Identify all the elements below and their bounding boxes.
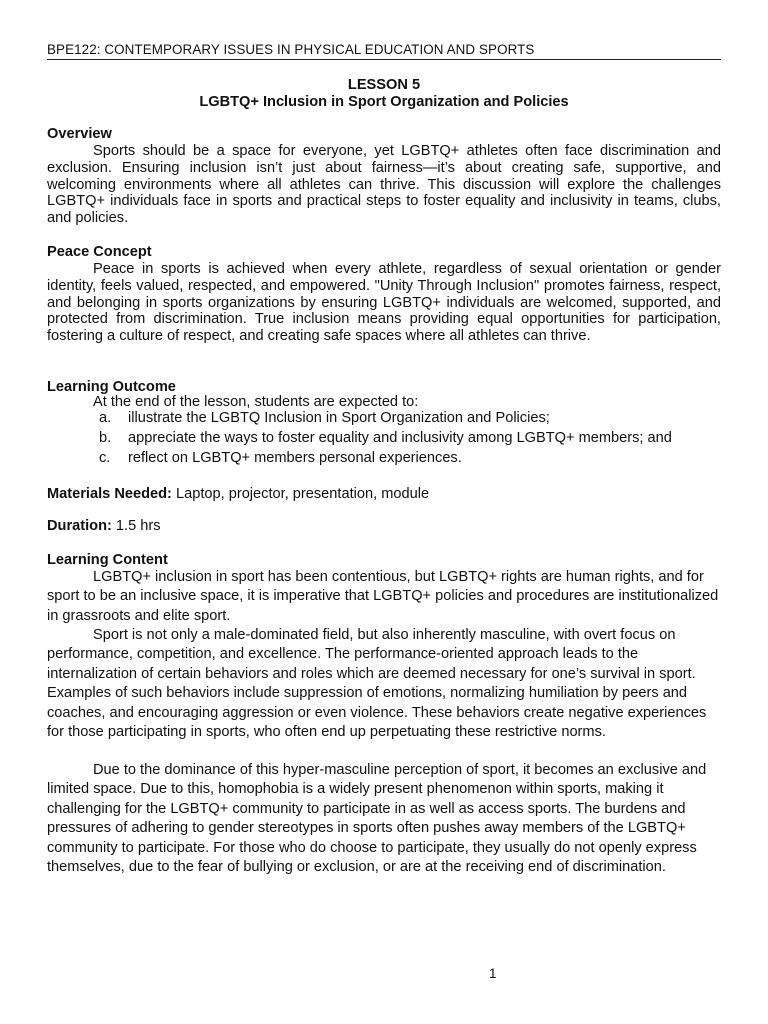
duration-label: Duration: xyxy=(47,518,112,534)
learning-content-paragraph: LGBTQ+ inclusion in sport has been contentious, but LGBTQ+ rights are human rights, and for sport to be an inclusive space, it is imperative that LGBTQ+ policies and procedures are institutionalized in grassroots and elite sport. xyxy=(47,569,719,624)
objectives-list xyxy=(47,410,721,470)
peace-concept-heading: Peace Concept xyxy=(47,244,152,260)
objective-marker: a. xyxy=(99,410,112,426)
learning-content-heading: Learning Content xyxy=(47,552,168,568)
objective-text: appreciate the ways to foster equality and inclusivity among LGBTQ+ members; and xyxy=(128,430,672,446)
objective-marker: b. xyxy=(99,430,112,446)
overview-paragraph: Sports should be a space for everyone, yet LGBTQ+ athletes often face discrimination and exclusion. Ensuring inclusion isn’t just about fairness—it’s about creating safe, supportive, and welcoming environments where all athletes can thrive. This discussion will explore the challenges LGBTQ+ individuals face in sports and practical steps to foster equality and inclusivity in teams, clubs, and policies. xyxy=(47,143,721,227)
objective-marker: c. xyxy=(99,450,111,466)
learning-content-paragraph: Due to the dominance of this hyper-masculine perception of sport, it becomes an exclusive and limited space. Due to this, homophobia is a widely present phenomenon within sports, making it challenging for the LGBTQ+ community to participate in as well as access sports. The burdens and pressures of adhering to gender stereotypes in sports often pushes away members of the LGBTQ+ community to participate. For those who do choose to participate, they usually do not openly express themselves, due to the fear of bullying or exclusion, or are at the receiving end of discrimination. xyxy=(47,762,707,876)
course-header: BPE122: CONTEMPORARY ISSUES IN PHYSICAL EDUCATION AND SPORTS xyxy=(47,42,721,60)
peace-concept-paragraph: Peace in sports is achieved when every athlete, regardless of sexual orientation or gender identity, feels valued, respected, and empowered. "Unity Through Inclusion" promotes fairness, respect, and belonging in sports organizations by ensuring LGBTQ+ individuals are welcomed, supported, and protected from discrimination. True inclusion means providing equal opportunities for participation, fostering a culture of respect, and creating safe spaces where all athletes can thrive. xyxy=(47,261,721,345)
learning-content-paragraph: Sport is not only a male-dominated field, but also inherently masculine, with overt focus on performance, competition, and excellence. The performance-oriented approach leads to the internalization of certain behaviors and roles which are deemed necessary for one’s survival in sport. Examples of such behaviors include suppression of emotions, normalizing humiliation by peers and coaches, and encouraging aggression or even violence. These behaviors create negative experiences for those participating in sports, who often end up perpetuating these restrictive norms. xyxy=(47,627,707,741)
learning-outcome-intro: At the end of the lesson, students are expected to: xyxy=(93,394,419,410)
materials-line xyxy=(47,486,429,503)
lesson-number: LESSON 5 xyxy=(347,77,421,93)
objective-item xyxy=(47,430,721,450)
page-number: 1 xyxy=(489,966,497,981)
materials-value: Laptop, projector, presentation, module xyxy=(175,486,430,502)
overview-heading: Overview xyxy=(47,126,112,142)
objective-item xyxy=(47,410,721,430)
materials-label: Materials Needed: xyxy=(47,486,172,502)
lesson-title: LGBTQ+ Inclusion in Sport Organization and Policies xyxy=(199,94,569,110)
learning-outcome-heading: Learning Outcome xyxy=(47,379,176,395)
objective-text: reflect on LGBTQ+ members personal experiences. xyxy=(128,450,462,466)
duration-value: 1.5 hrs xyxy=(115,518,161,534)
duration-line xyxy=(47,518,161,535)
objective-item xyxy=(47,450,721,470)
objective-text: illustrate the LGBTQ Inclusion in Sport Organization and Policies; xyxy=(128,410,550,426)
